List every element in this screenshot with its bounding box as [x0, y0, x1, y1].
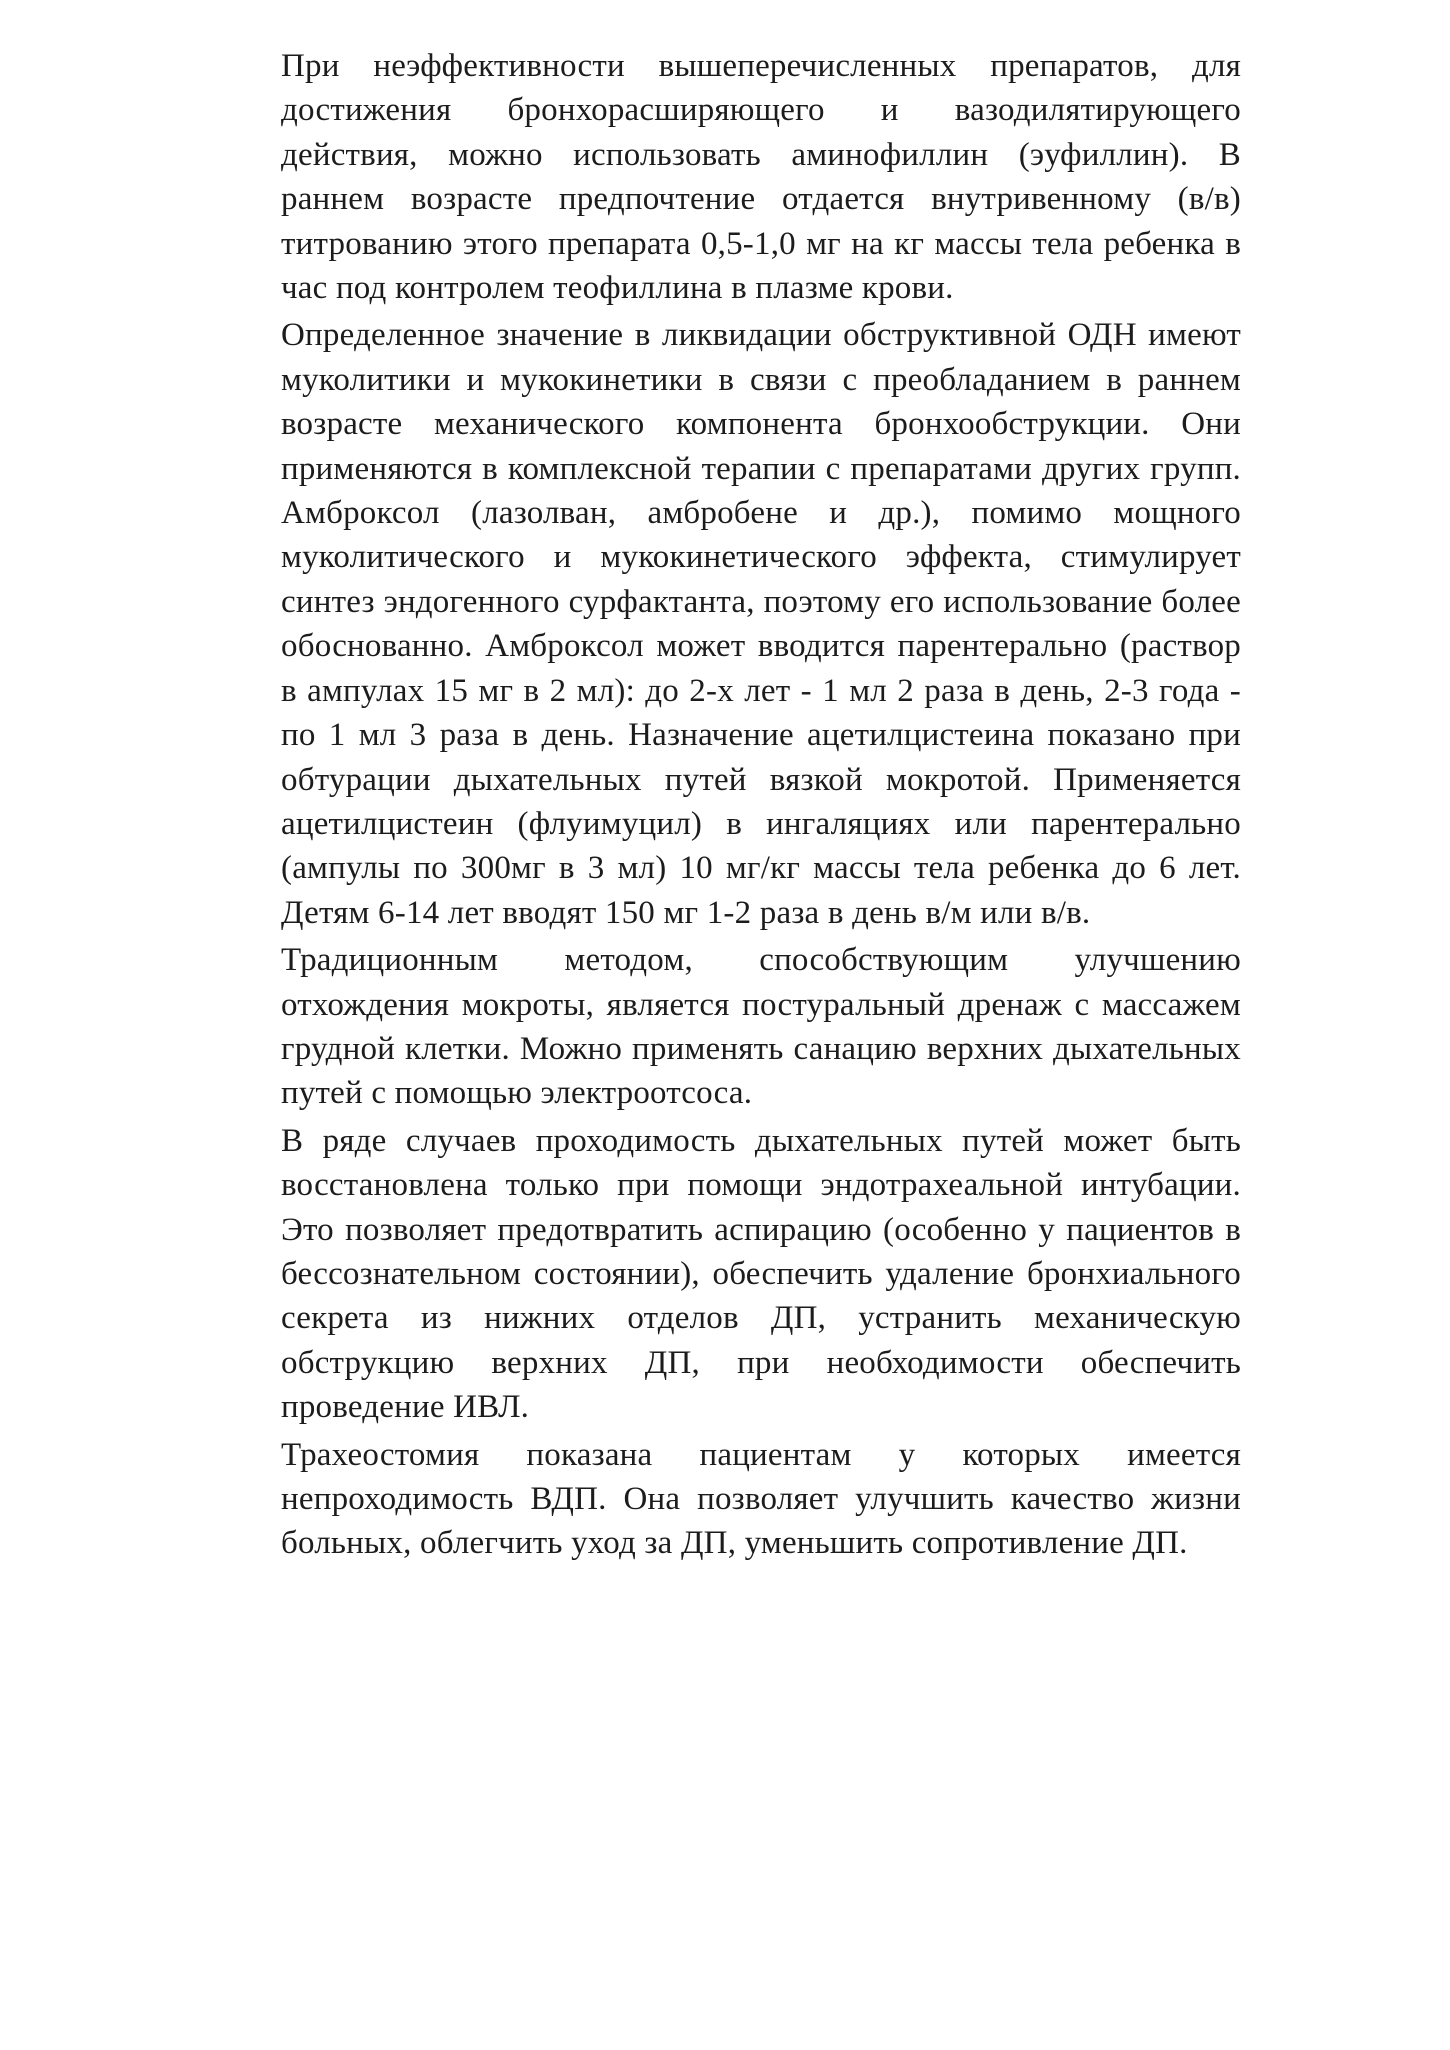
- paragraph-tracheostomy: Трахеостомия показана пациентам у которых имеется непроходимость ВДП. Она позволяет улучшить качество жизни больных, облегчить уход за ДП, уменьшить сопротивление ДП.: [281, 1436, 1241, 1562]
- document-page: [281, 44, 1241, 1569]
- paragraph-aminophylline: При неэффективности вышеперечисленных препаратов, для достижения бронхорасширяющего и вазодилятирующего действия, можно использовать аминофиллин (эуфиллин). В раннем возрасте предпочтение отдается внутривенному (в/в) титрованию этого препарата 0,5-1,0 мг на кг массы тела ребенка в час под контролем теофиллина в плазме крови.: [281, 48, 1241, 307]
- paragraph-intubation: В ряде случаев проходимость дыхательных путей может быть восстановлена только при помощи эндотрахеальной интубации. Это позволяет предотвратить аспирацию (особенно у пациентов в бессознательном состоянии), обеспечить удаление бронхиального секрета из нижних отделов ДП, устранить механическую обструкцию верхних ДП, при необходимости обеспечить проведение ИВЛ.: [281, 1122, 1241, 1426]
- paragraph-postural-drainage: Традиционным методом, способствующим улучшению отхождения мокроты, является постуральный дренаж с массажем грудной клетки. Можно применять санацию верхних дыхательных путей с помощью электроотсоса.: [281, 942, 1241, 1112]
- paragraph-mucolytics: Определенное значение в ликвидации обструктивной ОДН имеют муколитики и мукокинетики в связи с преобладанием в раннем возрасте механического компонента бронхообструкции. Они применяются в комплексной терапии с препаратами других групп. Амброксол (лазолван, амбробене и др.), помимо мощного муколитического и мукокинетического эффекта, стимулирует синтез эндогенного сурфактанта, поэтому его использование более обоснованно. Амброксол может вводится парентерально (раствор в ампулах 15 мг в 2 мл): до 2-х лет - 1 мл 2 раза в день, 2-3 года - по 1 мл 3 раза в день. Назначение ацетилцистеина показано при обтурации дыхательных путей вязкой мокротой. Применяется ацетилцистеин (флуимуцил) в ингаляциях или парентерально (ампулы по 300мг в 3 мл) 10 мг/кг массы тела ребенка до 6 лет. Детям 6-14 лет вводят 150 мг 1-2 раза в день в/м или в/в.: [281, 317, 1241, 931]
